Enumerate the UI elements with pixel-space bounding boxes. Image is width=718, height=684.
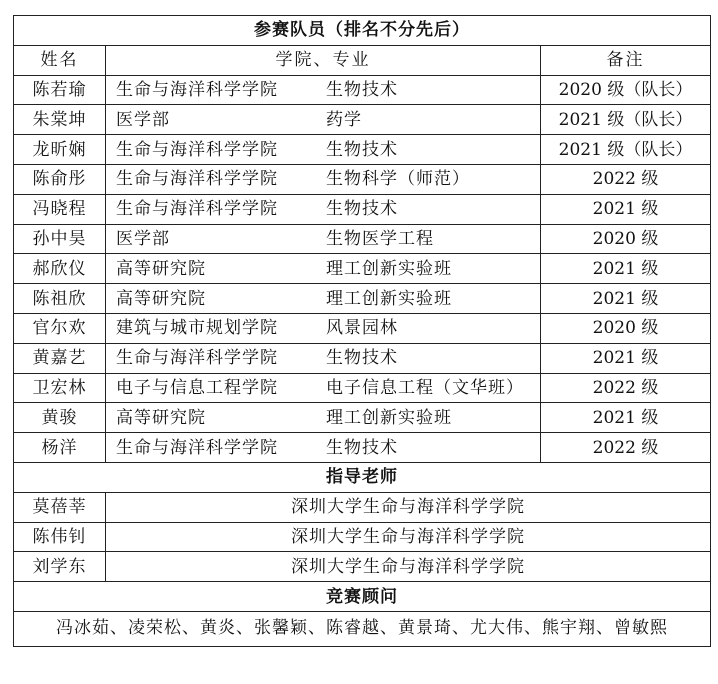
member-row (14, 135, 711, 165)
member-major: 生物技术 (326, 437, 398, 458)
member-row (14, 164, 711, 194)
name-column-header: 姓名 (14, 45, 106, 75)
member-row (14, 194, 711, 224)
member-college: 高等研究院 (116, 407, 206, 428)
member-row (14, 433, 711, 463)
member-note: 2020 级（队长） (541, 75, 711, 105)
member-major: 电子信息工程（文华班） (326, 377, 524, 398)
member-name: 孙中昊 (14, 224, 106, 254)
advisor-row (14, 552, 711, 582)
consultants-section-title: 竞赛顾问 (14, 582, 711, 612)
member-name: 冯晓程 (14, 194, 106, 224)
member-college: 医学部 (116, 109, 170, 130)
member-college-major (106, 373, 541, 403)
member-name: 陈若瑜 (14, 75, 106, 105)
member-college: 电子与信息工程学院 (116, 377, 278, 398)
member-note: 2021 级 (541, 403, 711, 433)
member-major: 生物科学（师范） (326, 169, 470, 190)
member-note: 2022 级 (541, 164, 711, 194)
member-college: 建筑与城市规划学院 (116, 318, 278, 339)
member-major: 生物医学工程 (326, 228, 434, 249)
member-name: 陈祖欣 (14, 284, 106, 314)
members-section-row (14, 16, 711, 46)
member-row (14, 343, 711, 373)
member-name: 龙昕娴 (14, 135, 106, 165)
member-name: 官尔欢 (14, 313, 106, 343)
member-major: 药学 (326, 109, 362, 130)
member-row (14, 254, 711, 284)
member-major: 风景园林 (326, 318, 398, 339)
member-name: 朱棠坤 (14, 105, 106, 135)
member-row (14, 313, 711, 343)
member-name: 卫宏林 (14, 373, 106, 403)
member-note: 2021 级 (541, 194, 711, 224)
member-row (14, 403, 711, 433)
member-college: 高等研究院 (116, 288, 206, 309)
advisors-section-row (14, 462, 711, 492)
member-college-major (106, 284, 541, 314)
member-college-major (106, 433, 541, 463)
member-college-major (106, 194, 541, 224)
member-note: 2021 级（队长） (541, 135, 711, 165)
member-college-major (106, 343, 541, 373)
member-note: 2021 级 (541, 343, 711, 373)
member-major: 理工创新实验班 (326, 288, 452, 309)
member-major: 生物技术 (326, 199, 398, 220)
advisor-name: 陈伟钊 (14, 522, 106, 552)
note-column-header: 备注 (541, 45, 711, 75)
member-name: 杨洋 (14, 433, 106, 463)
member-name: 黄骏 (14, 403, 106, 433)
member-note: 2021 级 (541, 284, 711, 314)
member-college-major (106, 105, 541, 135)
member-college: 高等研究院 (116, 258, 206, 279)
member-college-major (106, 135, 541, 165)
member-row (14, 75, 711, 105)
member-row (14, 224, 711, 254)
member-college: 医学部 (116, 228, 170, 249)
member-name: 陈俞彤 (14, 164, 106, 194)
advisor-name: 莫蓓莘 (14, 492, 106, 522)
advisor-name: 刘学东 (14, 552, 106, 582)
member-college: 生命与海洋科学学院 (116, 348, 278, 369)
member-college: 生命与海洋科学学院 (116, 199, 278, 220)
member-college: 生命与海洋科学学院 (116, 169, 278, 190)
member-college: 生命与海洋科学学院 (116, 139, 278, 160)
member-college-major (106, 164, 541, 194)
member-major: 理工创新实验班 (326, 258, 452, 279)
team-roster-table (13, 15, 711, 647)
member-college-major (106, 313, 541, 343)
member-note: 2021 级（队长） (541, 105, 711, 135)
member-college-major (106, 254, 541, 284)
member-major: 生物技术 (326, 139, 398, 160)
consultants-section-row (14, 582, 711, 612)
member-name: 黄嘉艺 (14, 343, 106, 373)
college-major-column-header: 学院、专业 (106, 45, 541, 75)
header-row (14, 45, 711, 75)
member-note: 2020 级 (541, 313, 711, 343)
member-major: 生物技术 (326, 79, 398, 100)
member-major: 理工创新实验班 (326, 407, 452, 428)
member-college-major (106, 75, 541, 105)
member-row (14, 373, 711, 403)
member-college-major (106, 224, 541, 254)
consultants-row (14, 611, 711, 646)
member-college-major (106, 403, 541, 433)
member-name: 郝欣仪 (14, 254, 106, 284)
member-note: 2020 级 (541, 224, 711, 254)
member-note: 2022 级 (541, 433, 711, 463)
member-college: 生命与海洋科学学院 (116, 437, 278, 458)
member-major: 生物技术 (326, 348, 398, 369)
advisors-section-title: 指导老师 (14, 462, 711, 492)
advisor-affiliation: 深圳大学生命与海洋科学学院 (106, 552, 711, 582)
member-note: 2021 级 (541, 254, 711, 284)
advisor-row (14, 492, 711, 522)
members-section-title: 参赛队员（排名不分先后） (14, 16, 711, 46)
member-note: 2022 级 (541, 373, 711, 403)
member-row (14, 105, 711, 135)
member-row (14, 284, 711, 314)
advisor-affiliation: 深圳大学生命与海洋科学学院 (106, 492, 711, 522)
advisor-affiliation: 深圳大学生命与海洋科学学院 (106, 522, 711, 552)
consultants-list: 冯冰茹、凌荣松、黄炎、张馨颖、陈睿越、黄景琦、尤大伟、熊宇翔、曾敏熙 (14, 611, 711, 646)
member-college: 生命与海洋科学学院 (116, 79, 278, 100)
advisor-row (14, 522, 711, 552)
